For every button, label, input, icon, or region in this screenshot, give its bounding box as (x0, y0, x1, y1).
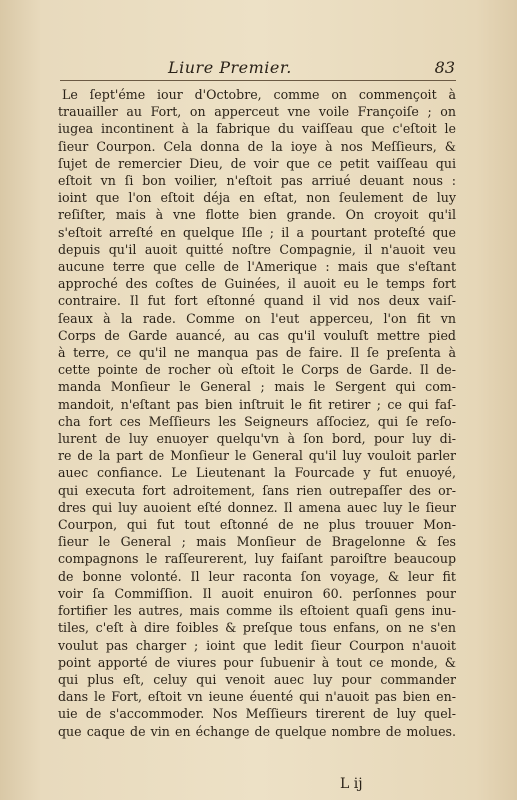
text-line: ioint que l'on eſtoit déja en eſtat, non ſeulement de luy (58, 190, 456, 206)
text-line: fortifier les autres, mais comme ils eſtoient quaſi gens inu- (58, 603, 456, 619)
text-line: iugea incontinent à la fabrique du vaiſſeau que c'eſtoit le (58, 121, 456, 137)
text-line: mandoit, n'eſtant pas bien inſtruit le fit retirer ; ce qui faſ- (58, 396, 456, 412)
text-line: contraire. Il fut fort eſtonné quand il vid nos deux vaiſ- (58, 293, 456, 309)
text-line: approché des coſtes de Guinées, il auoit eu le temps fort (58, 276, 456, 292)
text-line: Corps de Garde auancé, au cas qu'il vouluſt mettre pied (58, 327, 456, 343)
body-text (58, 86, 456, 740)
text-line: cha fort ces Meſſieurs les Seigneurs aſſociez, qui ſe reſo- (58, 413, 456, 429)
text-line: voulut pas charger ; ioint que ledit ſieur Courpon n'auoit (58, 637, 456, 653)
text-line: dans le Fort, eſtoit vn ieune éuenté qui n'auoit pas bien en- (58, 689, 456, 705)
text-line: depuis qu'il auoit quitté noſtre Compagnie, il n'auoit veu (58, 241, 456, 257)
text-line: ſieur Courpon. Cela donna de la ioye à nos Meſſieurs, & (58, 138, 456, 154)
text-line: point apporté de viures pour ſubuenir à tout ce monde, & (58, 654, 456, 670)
text-line: ſieur le General ; mais Monſieur de Bragelonne & ſes (58, 534, 456, 550)
text-line: manda Monſieur le General ; mais le Sergent qui com- (58, 379, 456, 395)
text-line: s'eſtoit arreſté en quelque Iſle ; il a pourtant proteſté que (58, 224, 456, 240)
text-line: eſtoit vn ſi bon voilier, n'eſtoit pas arriué deuant nous : (58, 173, 456, 189)
text-line: reſiſter, mais à vne flotte bien grande. On croyoit qu'il (58, 207, 456, 223)
text-line: uie de s'accommoder. Nos Meſſieurs tirerent de luy quel- (58, 706, 456, 722)
text-line: trauailler au Fort, on apperceut vne voile Françoiſe ; on (58, 104, 456, 120)
text-line: à terre, ce qu'il ne manqua pas de faire. Il ſe preſenta à (58, 345, 456, 361)
text-line: lurent de luy enuoyer quelqu'vn à ſon bord, pour luy di- (58, 431, 456, 447)
text-line: voir ſa Commiſſion. Il auoit enuiron 60. perſonnes pour (58, 585, 456, 601)
page-header (60, 58, 455, 80)
text-line: re de la part de Monſieur le General qu'il luy vouloit parler (58, 448, 456, 464)
header-rule (60, 80, 456, 81)
running-title: Liure Premier. (168, 58, 292, 77)
text-line: tiles, c'eſt à dire foibles & preſque tous enfans, on ne s'en (58, 620, 456, 636)
text-line: aucune terre que celle de l'Amerique : mais que s'eſtant (58, 259, 456, 275)
text-line: dres qui luy auoient eſté donnez. Il amena auec luy le ſieur (58, 499, 456, 515)
text-line: de bonne volonté. Il leur raconta ſon voyage, & leur fit (58, 568, 456, 584)
text-line: auec confiance. Le Lieutenant la Fourcade y fut enuoyé, (58, 465, 456, 481)
text-line: Le ſept'éme iour d'Octobre, comme on commençoit à (62, 87, 456, 102)
text-line: ſeaux à la rade. Comme on l'eut apperceu, l'on fit vn (58, 310, 456, 326)
text-line: Courpon, qui fut tout eſtonné de ne plus trouuer Mon- (58, 517, 456, 533)
text-line: compagnons le raſſeurerent, luy faiſant paroiſtre beaucoup (58, 551, 456, 567)
text-line: qui executa fort adroitement, ſans rien outrepaſſer des or- (58, 482, 456, 498)
signature-mark: L ij (340, 776, 363, 792)
page-number: 83 (434, 58, 455, 77)
text-line: qui plus eſt, celuy qui venoit auec luy pour commander (58, 671, 456, 687)
text-line: que caque de vin en échange de quelque nombre de molues. (58, 723, 456, 739)
text-line: ſujet de remercier Dieu, de voir que ce petit vaiſſeau qui (58, 155, 456, 171)
text-line: cette pointe de rocher où eſtoit le Corps de Garde. Il de- (58, 362, 456, 378)
